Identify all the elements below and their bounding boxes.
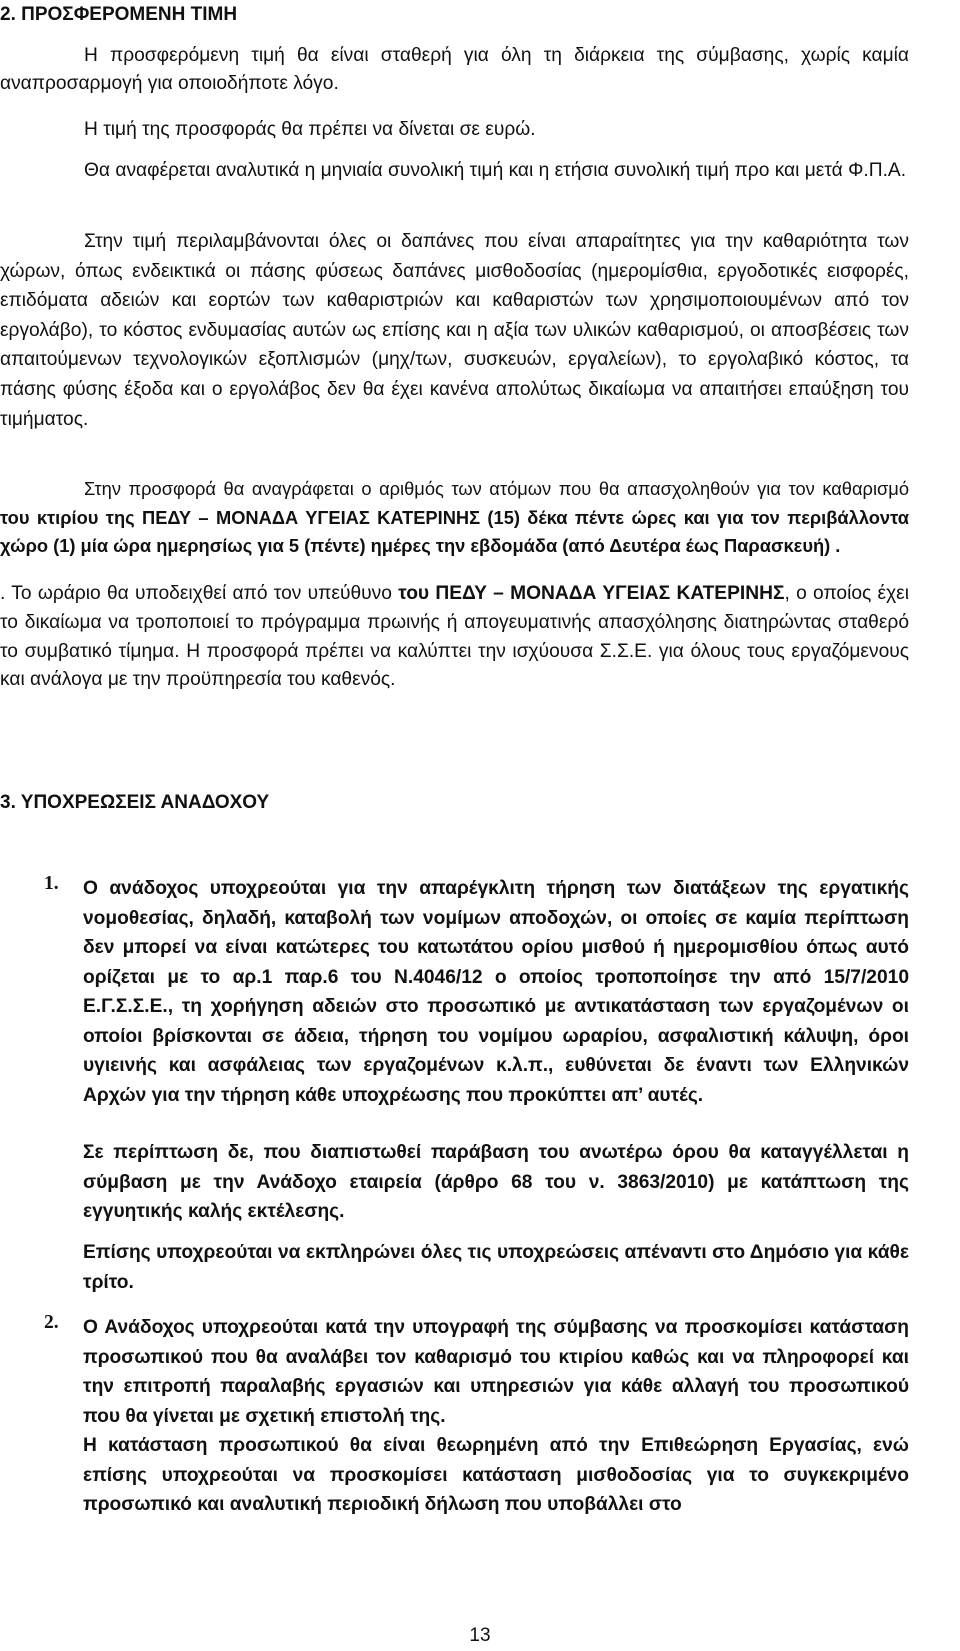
obligation-item-2-text: Ο Ανάδοχος υποχρεούται κατά την υπογραφή της σύμβασης να προσκομίσει κατάσταση προσωπικού που θα αναλάβει τον καθαρισμό του κτιρίου καθώς και να πληροφορεί και την επιτροπή παραλαβής εργασιών και υπηρεσιών για κάθε αλλαγή του προσωπικού που θα γίνεται με σχετική επιστολή της. <box>83 1317 909 1427</box>
obligation-item-1-public: Επίσης υποχρεούται να εκπληρώνει όλες τις υποχρεώσεις απέναντι στο Δημόσιο για κάθε τρίτο. <box>83 1242 909 1293</box>
paragraph-schedule-text-b: , ο οποίος έχει το δικαίωμα να τροποποιεί το πρόγραμμα πρωινής ή απογευματινής απασχόλησης διατηρώντας σταθερό το συμβατικό τίμημα. Η προσφορά πρέπει να καλύπτει την ισχύουσα Σ.Σ.Ε. για όλους τους εργαζόμενους και ανάλογα με την προϋπηρεσία του καθενός. <box>0 583 910 691</box>
obligation-item-2-payroll: Η κατάσταση προσωπικού θα είναι θεωρημένη από την Επιθεώρηση Εργασίας, ενώ επίσης υποχρεούται να προσκομίσει κατάσταση μισθοδοσίας για το συγκεκριμένο προσωπικό και αναλυτική περιοδική δήλωση που υποβάλλει στο <box>83 1435 909 1515</box>
paragraph-price-breakdown: Θα αναφέρεται αναλυτικά η μηνιαία συνολική τιμή και η ετήσια συνολική τιμή προ και μετά Φ.Π.Α. <box>84 160 907 181</box>
paragraph-schedule-bold: του ΠΕΔΥ – ΜΟΝΑΔΑ ΥΓΕΙΑΣ ΚΑΤΕΡΙΝΗΣ <box>398 583 785 604</box>
paragraph-staff-count <box>0 475 909 561</box>
paragraph-price-includes: Στην τιμή περιλαμβάνονται όλες οι δαπάνες που είναι απαραίτητες για την καθαριότητα των χώρων, όπως ενδεικτικά οι πάσης φύσεως δαπάνες μισθοδοσίας (ημερομίσθια, εργοδοτικές εισφορές, επιδόματα αδειών και εορτών των καθαριστριών και καθαριστών των χρησιμοποιουμένων από τον εργολάβο), το κόστος ενδυμασίας αυτών ως επίσης και η αξία των υλικών καθαρισμού, οι αποσβέσεις των απαιτούμενων τεχνολογικών εξοπλισμών (μηχ/των, συσκευών, εργαλείων), το εργολαβικό κόστος, τα πάσης φύσης έξοδα και ο εργολάβος δεν θα έχει κανένα απολύτως δικαίωμα να απαιτήσει επαύξηση του τιμήματος. <box>0 231 909 430</box>
list-item-number: 1. <box>44 873 59 894</box>
list-item-number: 2. <box>44 1312 59 1333</box>
section-heading-obligations: 3. ΥΠΟΧΡΕΩΣΕΙΣ ΑΝΑΔΟΧΟΥ <box>0 792 270 813</box>
paragraph-staff-count-text: Στην προσφορά θα αναγράφεται ο αριθμός των ατόμων που θα απασχοληθούν για τον καθαρισμό <box>84 478 909 499</box>
paragraph-schedule <box>0 580 909 695</box>
paragraph-schedule-text-a: . Το ωράριο θα υποδειχθεί από τον υπεύθυνο <box>0 583 399 604</box>
paragraph-staff-count-bold: του κτιρίου της ΠΕΔΥ – ΜΟΝΑΔΑ ΥΓΕΙΑΣ ΚΑΤΕΡΙΝΗΣ (15) δέκα πέντε ώρες και για τον περιβάλλοντα χώρο (1) μία ώρα ημερησίως για 5 (πέντε) ημέρες την εβδομάδα (από Δευτέρα έως Παρασκευή) . <box>0 506 909 556</box>
obligation-item-1-text: Ο ανάδοχος υποχρεούται για την απαρέγκλιτη τήρηση των διατάξεων της εργατικής νομοθεσίας, δηλαδή, καταβολή των νομίμων αποδοχών, οι οποίες σε καμία περίπτωση δεν μπορεί να είναι κατώτερες του κατωτάτου ορίου μισθού ή ημερομισθίου όπως αυτό ορίζεται με το αρ.1 παρ.6 του Ν.4046/12 ο οποίος τροποποίησε την από 15/7/2010 Ε.Γ.Σ.Σ.Ε., τη χορήγηση αδειών στο προσωπικό με αντικατάσταση των εργαζομένων οι οποίοι βρίσκονται σε άδεια, τήρηση του νομίμου ωραρίου, ασφαλιστική κάλυψη, όροι υγιεινής και ασφάλειας των εργαζομένων κ.λ.π., ευθύνεται δε έναντι των Ελληνικών Αρχών για την τήρηση κάθε υποχρέωσης που προκύπτει απ’ αυτές. <box>83 878 909 1106</box>
page-number: 13 <box>469 1625 491 1646</box>
section-heading-price: 2. ΠΡΟΣΦΕΡΟΜΕΝΗ ΤΙΜΗ <box>0 4 238 25</box>
paragraph-price-fixed: Η προσφερόμενη τιμή θα είναι σταθερή για όλη τη διάρκεια της σύμβασης, χωρίς καμία αναπροσαρμογή για οποιοδήποτε λόγο. <box>0 45 909 94</box>
obligation-item-1-breach: Σε περίπτωση δε, που διαπιστωθεί παράβαση του ανωτέρω όρου θα καταγγέλλεται η σύμβαση με την Ανάδοχο εταιρεία (άρθρο 68 του ν. 3863/2010) με κατάπτωση της εγγυητικής καλής εκτέλεσης. <box>83 1142 909 1222</box>
paragraph-price-currency: Η τιμή της προσφοράς θα πρέπει να δίνεται σε ευρώ. <box>84 119 536 140</box>
